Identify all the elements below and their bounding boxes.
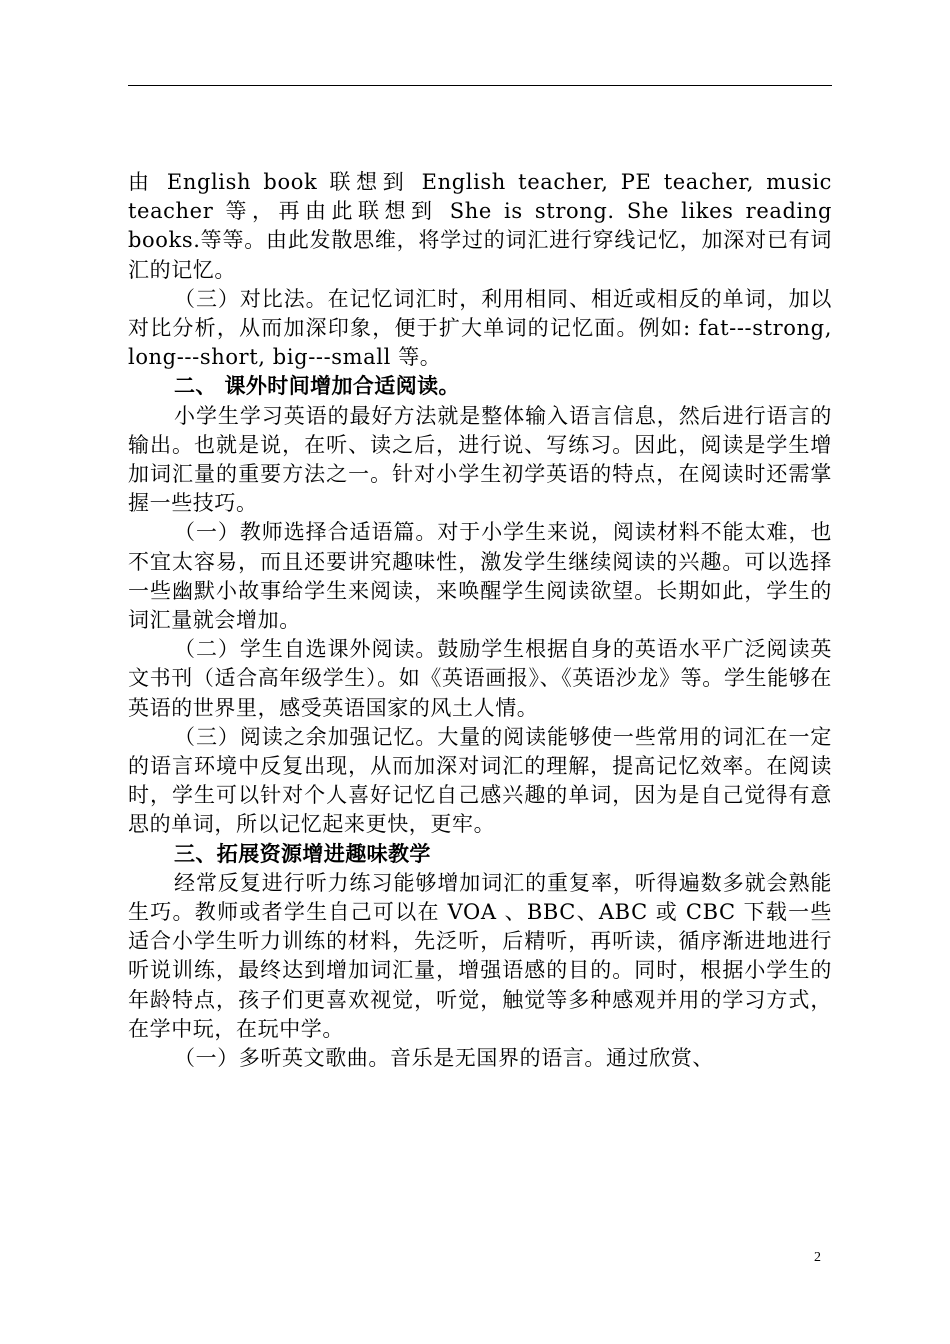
paragraph-reading-intro: 小学生学习英语的最好方法就是整体输入语言信息，然后进行语言的输出。也就是说，在听、读之后，进行说、写练习。因此，阅读是学生增加词汇量的重要方法之一。针对小学生初学英语的特点，在阅读时还需掌握一些技巧。	[128, 403, 832, 516]
paragraph-association-continued: 由 English book 联想到 English teacher, PE teacher, music teacher 等，再由此联想到 She is strong. She likes reading books.等等。由此发散思维，将学过的词汇进行穿线记忆，加深对已有词汇的记忆。	[128, 170, 832, 282]
header-rule	[128, 85, 832, 86]
paragraph-english-songs: （一）多听英文歌曲。音乐是无国界的语言。通过欣赏、	[174, 1046, 714, 1071]
document-body	[128, 168, 832, 1073]
paragraph-reading-memory: （三）阅读之余加强记忆。大量的阅读能够使一些常用的词汇在一定的语言环境中反复出现，从而加深对词汇的理解，提高记忆效率。在阅读时，学生可以针对个人喜好记忆自己感兴趣的单词，因为是自己觉得有意思的单词，所以记忆起来更快，更牢。	[128, 724, 832, 837]
section-heading-3: 三、拓展资源增进趣味教学	[174, 841, 431, 866]
page-number: 2	[814, 1250, 821, 1265]
paragraph-contrast-method: （三）对比法。在记忆词汇时，利用相同、相近或相反的单词，加以对比分析，从而加深印象，便于扩大单词的记忆面。例如: fat---strong, long---short, big---small 等。	[128, 286, 832, 370]
section-heading-2: 二、 课外时间增加合适阅读。	[174, 374, 460, 399]
paragraph-teacher-select-texts: （一）教师选择合适语篇。对于小学生来说，阅读材料不能太难，也不宜太容易，而且还要讲究趣味性，激发学生继续阅读的兴趣。可以选择一些幽默小故事给学生来阅读，来唤醒学生阅读欲望。长期如此，学生的词汇量就会增加。	[128, 520, 832, 633]
paragraph-student-self-reading: （二）学生自选课外阅读。鼓励学生根据自身的英语水平广泛阅读英文书刊（适合高年级学生）。如《英语画报》、《英语沙龙》等。学生能够在英语的世界里，感受英语国家的风土人情。	[128, 637, 832, 720]
paragraph-listening-practice: 经常反复进行听力练习能够增加词汇的重复率，听得遍数多就会熟能生巧。教师或者学生自己可以在 VOA 、BBC、ABC 或 CBC 下载一些适合小学生听力训练的材料，先泛听，后精听，再听读，循序渐进地进行听说训练，最终达到增加词汇量，增强语感的目的。同时，根据小学生的年龄特点，孩子们更喜欢视觉，听觉，触觉等多种感观并用的学习方式，在学中玩，在玩中学。	[128, 870, 832, 1041]
